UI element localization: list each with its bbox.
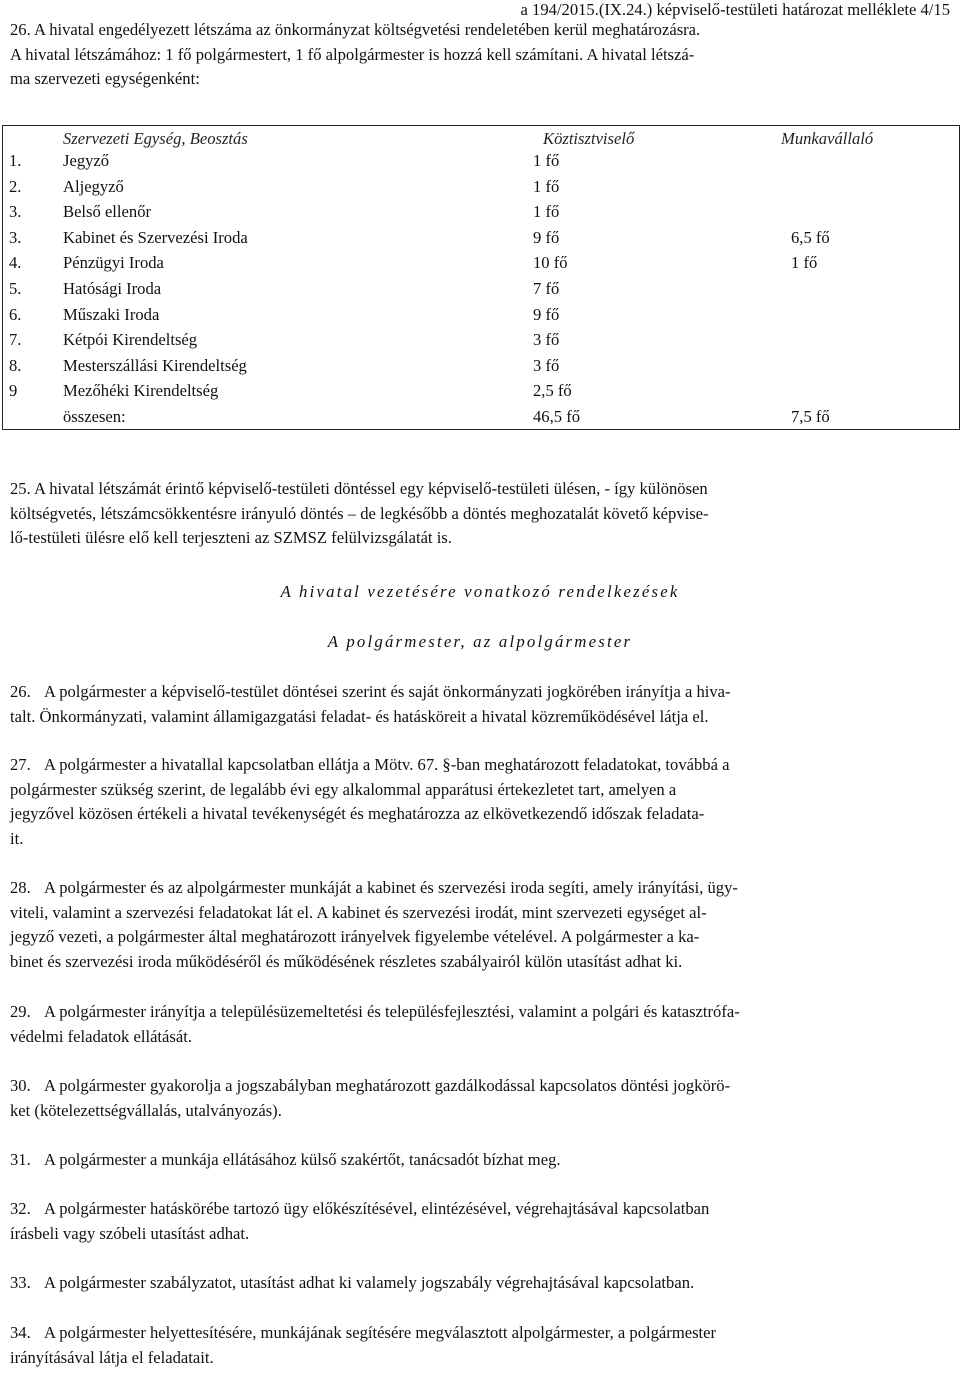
section-title: A hivatal vezetésére vonatkozó rendelkezések	[280, 582, 680, 601]
paragraph-number: 34.	[10, 1323, 31, 1342]
subsection-title: A polgármester, az alpolgármester	[327, 632, 633, 651]
paragraph-text: A polgármester gyakorolja a jogszabályban meghatározott gazdálkodással kapcsolatos döntési jogkörö-	[44, 1076, 731, 1095]
paragraph-line: it.	[10, 828, 24, 848]
paragraph-text: A polgármester irányítja a településüzemeltetési és településfejlesztési, valamint a polgári és katasztrófa-	[44, 1002, 740, 1021]
row-number: 4.	[9, 253, 22, 273]
paragraph-line	[10, 1148, 950, 1173]
paragraph-text: A polgármester szabályzatot, utasítást adhat ki valamely jogszabály végrehajtásával kapcsolatban.	[44, 1273, 695, 1292]
numbered-paragraph	[10, 1148, 950, 1173]
staff-table	[2, 125, 960, 430]
paragraph-25	[10, 477, 950, 551]
table-row	[3, 174, 959, 200]
col-header-civil-servant: Köztisztviselő	[543, 129, 635, 148]
row-unit: Aljegyző	[63, 176, 124, 196]
row-unit: Kétpói Kirendeltség	[63, 330, 198, 350]
table-row	[3, 378, 959, 404]
table-row	[3, 327, 959, 353]
numbered-paragraph	[10, 1074, 950, 1123]
row-unit: Hatósági Iroda	[63, 279, 162, 298]
paragraph-line	[10, 876, 950, 901]
numbered-paragraph	[10, 680, 950, 729]
row-civil-servant: 7 fő	[533, 279, 560, 298]
row-civil-servant: 10 fő	[533, 253, 568, 273]
row-number: 7.	[9, 330, 22, 350]
paragraph-number: 30.	[10, 1076, 31, 1095]
paragraph-number: 33.	[10, 1273, 31, 1292]
numbered-paragraph	[10, 1000, 950, 1049]
numbered-paragraph	[10, 1321, 950, 1370]
row-unit: Mezőhéki Kirendeltség	[63, 381, 219, 401]
row-number: 5.	[9, 279, 22, 298]
paragraph-number: 29.	[10, 1002, 31, 1021]
table-row	[3, 199, 959, 225]
row-number: 3.	[9, 227, 22, 247]
row-number: 3.	[9, 202, 22, 222]
row-employee: 6,5 fő	[791, 227, 830, 247]
table-row	[3, 250, 959, 276]
paragraph-text: A polgármester és az alpolgármester munkáját a kabinet és szervezési iroda segíti, amely irányítási, ügy-	[44, 878, 738, 897]
row-unit: Mesterszállási Kirendeltség	[63, 355, 247, 375]
paragraph-line	[10, 1197, 950, 1222]
paragraph-line: költségvetés, létszámcsökkentésre irányuló döntés – de legkésőbb a döntés meghozatalát követő képvise-	[10, 503, 709, 523]
paragraph-text: A polgármester helyettesítésére, munkájának segítésére megválasztott alpolgármester, a polgármester	[44, 1323, 717, 1342]
row-civil-servant: 9 fő	[533, 304, 560, 324]
intro-paragraph	[10, 18, 950, 92]
paragraph-line: irányításával látja el feladatait.	[10, 1347, 214, 1367]
row-employee: 7,5 fő	[791, 407, 830, 426]
paragraph-line: lő-testületi ülésre elő kell terjeszteni az SZMSZ felülvizsgálatát is.	[10, 528, 452, 547]
table-row	[3, 404, 959, 430]
paragraph-line: polgármester szükség szerint, de legalább évi egy alkalommal apparátusi értekezletet tart, amelyen a	[10, 779, 677, 799]
row-number: 6.	[9, 304, 22, 324]
paragraph-line: írásbeli vagy szóbeli utasítást adhat.	[10, 1223, 250, 1243]
numbered-paragraph	[10, 1271, 950, 1296]
paragraph-line: védelmi feladatok ellátását.	[10, 1026, 192, 1046]
col-header-unit: Szervezeti Egység, Beosztás	[63, 129, 248, 148]
paragraph-number: 32.	[10, 1199, 31, 1218]
row-number: 2.	[9, 176, 22, 196]
row-civil-servant: 9 fő	[533, 227, 560, 247]
numbered-paragraph	[10, 1197, 950, 1246]
row-unit: Pénzügyi Iroda	[63, 253, 164, 273]
paragraph-line: 25. A hivatal létszámát érintő képviselő-testületi döntéssel egy képviselő-testületi ülésen, - így különösen	[10, 479, 708, 498]
row-civil-servant: 2,5 fő	[533, 381, 572, 401]
paragraph-line	[10, 1321, 950, 1346]
row-civil-servant: 1 fő	[533, 176, 560, 196]
paragraph-line: viteli, valamint a szervezési feladatokat lát el. A kabinet és szervezési irodát, mint szervezeti egységet al-	[10, 902, 707, 922]
row-employee: 1 fő	[791, 253, 818, 273]
paragraph-line	[10, 1000, 950, 1025]
table-row	[3, 148, 959, 174]
col-header-employee: Munkavállaló	[781, 129, 874, 148]
page-header: a 194/2015.(IX.24.) képviselő-testületi határozat melléklete 4/15	[520, 0, 950, 19]
row-unit: Kabinet és Szervezési Iroda	[63, 227, 248, 247]
paragraph-number: 31.	[10, 1150, 31, 1169]
row-number: 9	[9, 381, 18, 401]
paragraph-number: 26.	[10, 682, 31, 701]
paragraph-line: ket (kötelezettségvállalás, utalványozás).	[10, 1100, 282, 1120]
paragraph-line: binet és szervezési iroda működéséről és működésének részletes szabályairól külön utasítást adhat ki.	[10, 951, 683, 971]
row-number: 1.	[9, 151, 22, 170]
table-row	[3, 302, 959, 328]
intro-line: A hivatal létszámához: 1 fő polgármestert, 1 fő alpolgármester is hozzá kell számítani. A hivatal létszá-	[10, 44, 695, 64]
row-civil-servant: 1 fő	[533, 202, 560, 222]
row-unit: Jegyző	[63, 151, 110, 170]
intro-line: ma szervezeti egységenként:	[10, 69, 200, 88]
row-unit: összesen:	[63, 407, 126, 426]
row-unit: Belső ellenőr	[63, 202, 152, 222]
row-civil-servant: 3 fő	[533, 330, 560, 350]
paragraph-line	[10, 1074, 950, 1099]
paragraph-text: A polgármester a képviselő-testület döntései szerint és saját önkormányzati jogkörében irányítja a hiva-	[44, 682, 731, 701]
table-row	[3, 353, 959, 379]
paragraph-line: talt. Önkormányzati, valamint államigazgatási feladat- és hatásköreit a hivatal közreműködésével látja el.	[10, 706, 709, 726]
paragraph-line	[10, 680, 950, 705]
paragraph-text: A polgármester a hivatallal kapcsolatban ellátja a Mötv. 67. §-ban meghatározott feladatokat, továbbá a	[44, 755, 730, 774]
paragraph-text: A polgármester hatáskörébe tartozó ügy előkészítésével, elintézésével, végrehajtásával kapcsolatban	[44, 1199, 710, 1218]
paragraph-line	[10, 1271, 950, 1296]
paragraph-number: 28.	[10, 878, 31, 897]
row-civil-servant: 1 fő	[533, 151, 560, 170]
numbered-paragraph	[10, 753, 950, 851]
paragraph-line: jegyző vezeti, a polgármester által meghatározott irányelvek figyelembe vételével. A polgármester a ka-	[10, 927, 700, 946]
paragraph-text: A polgármester a munkája ellátásához külső szakértőt, tanácsadót bízhat meg.	[44, 1150, 561, 1169]
row-unit: Műszaki Iroda	[63, 304, 160, 324]
paragraph-number: 27.	[10, 755, 31, 774]
paragraph-line	[10, 753, 950, 778]
table-row	[3, 225, 959, 251]
table-row	[3, 276, 959, 302]
paragraph-line: jegyzővel közösen értékeli a hivatal tevékenységét és meghatározza az elkövetkezendő időszak feladata-	[10, 804, 705, 823]
row-civil-servant: 46,5 fő	[533, 407, 581, 426]
row-civil-servant: 3 fő	[533, 355, 560, 375]
row-number: 8.	[9, 355, 22, 375]
intro-line: 26. A hivatal engedélyezett létszáma az önkormányzat költségvetési rendeletében kerül meghatározásra.	[10, 20, 701, 39]
numbered-paragraph	[10, 876, 950, 974]
